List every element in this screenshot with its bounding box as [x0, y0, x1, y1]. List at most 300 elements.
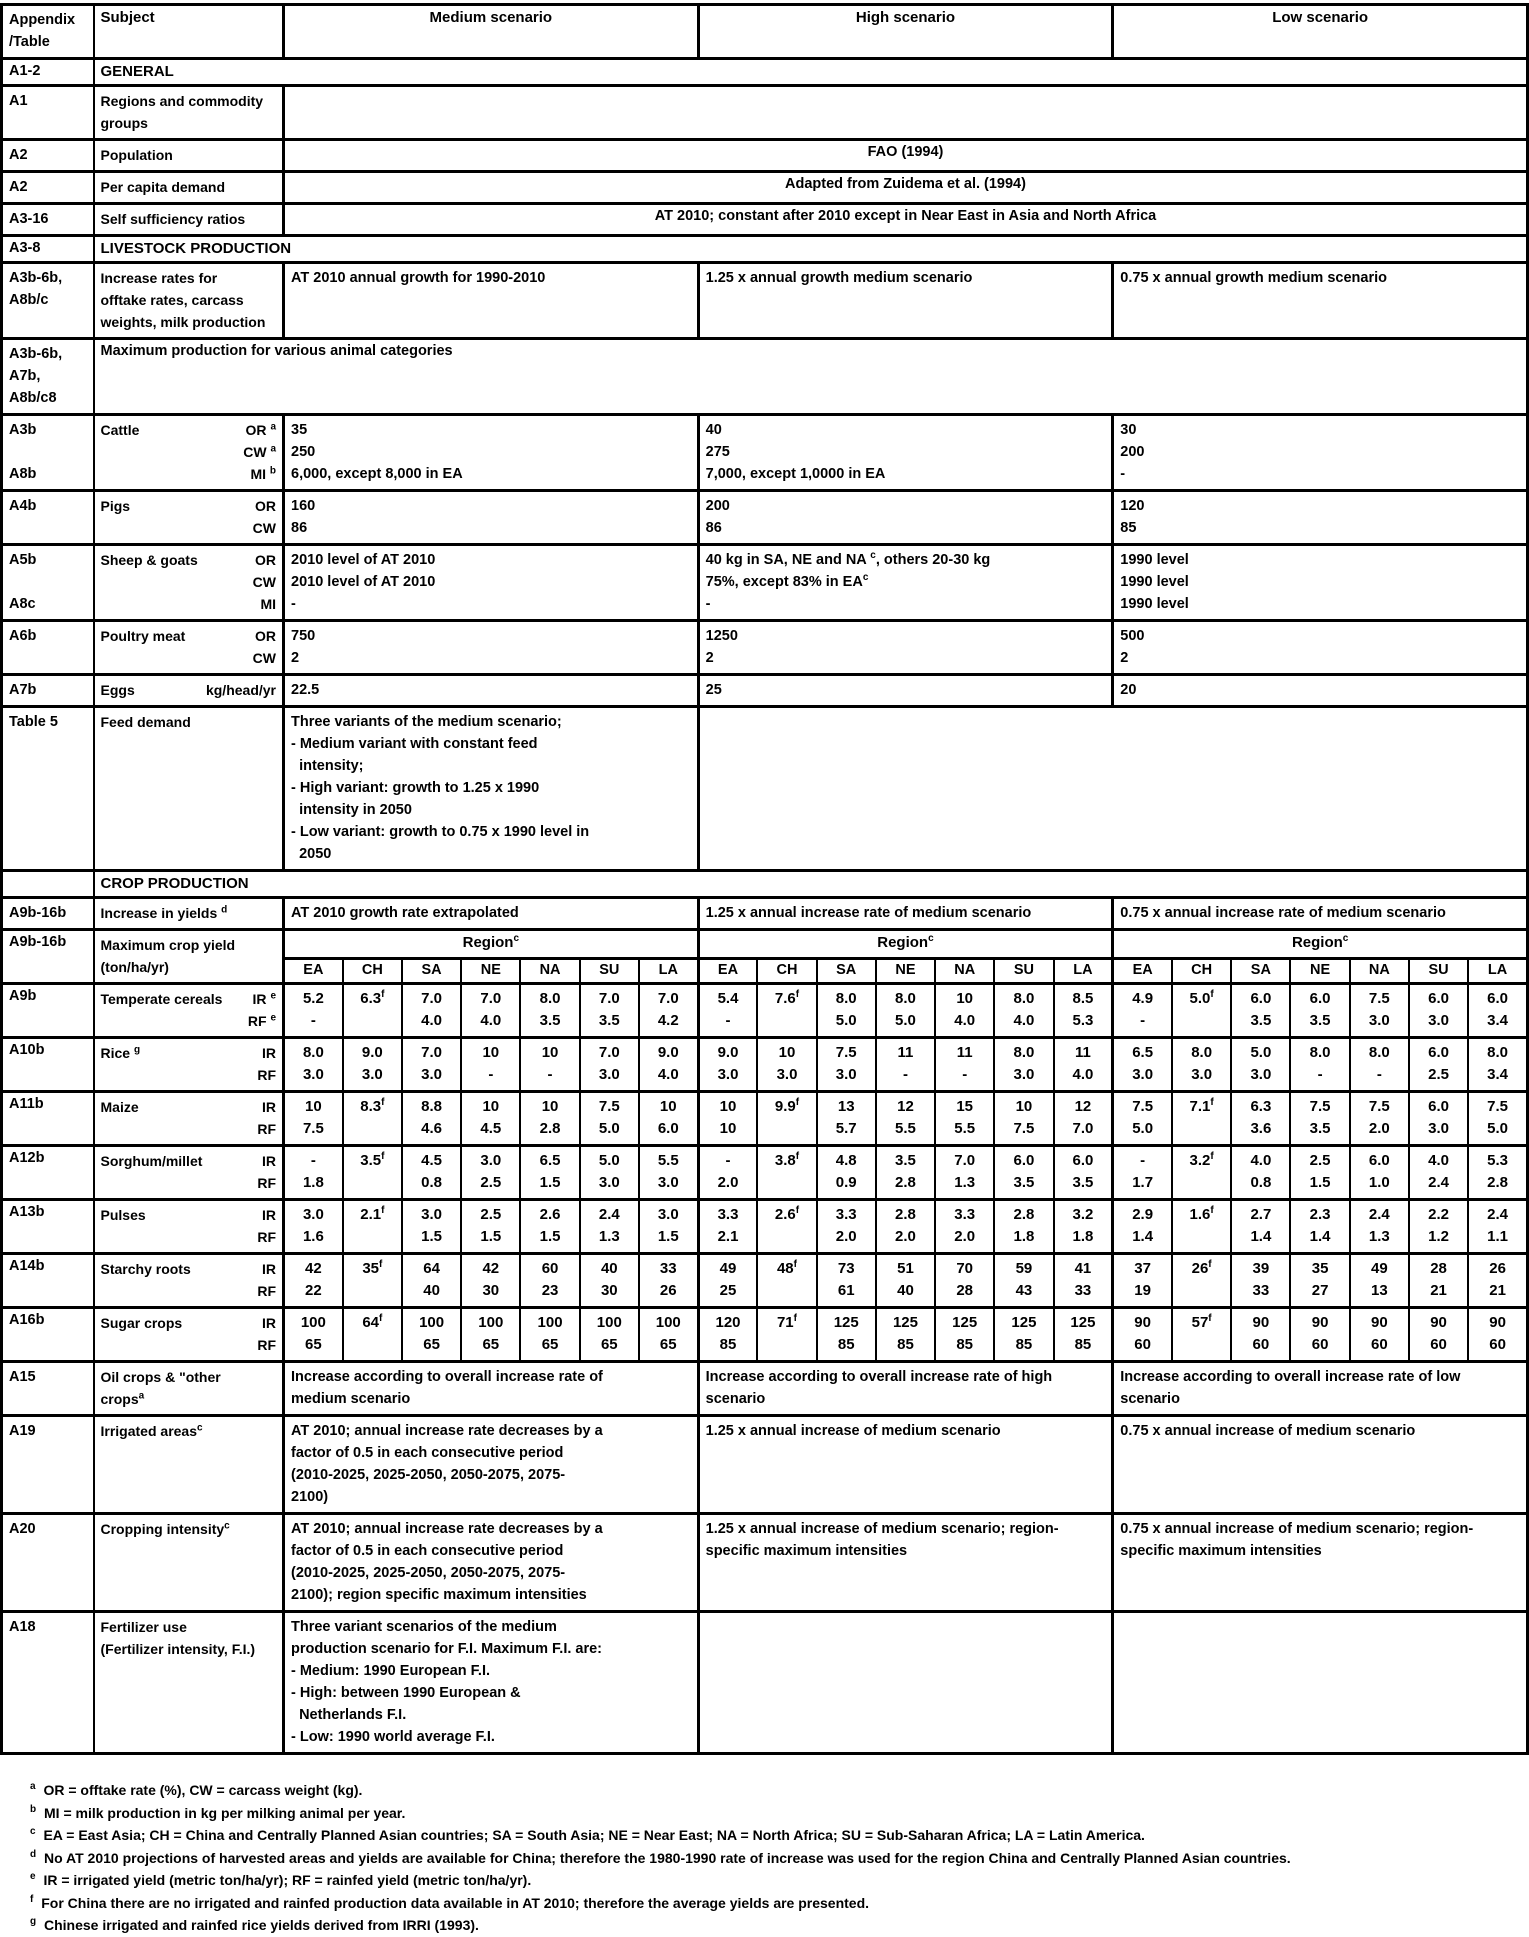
- ir-value: -: [310, 1152, 316, 1169]
- ir-value: 42: [305, 1260, 322, 1277]
- superscript: f: [795, 1097, 800, 1108]
- text-line: A3b-6b,: [9, 270, 63, 286]
- rf-value: 1.4: [1309, 1228, 1331, 1245]
- rf-value: 1.5: [480, 1228, 502, 1245]
- text-line: - Low variant: growth to 0.75 x 1990 level in: [291, 824, 590, 840]
- rf-value: 3.4: [1487, 1066, 1509, 1083]
- rf-value: 1.7: [1132, 1174, 1154, 1191]
- scenario-cell-high: [698, 1514, 1113, 1612]
- text-line: 20: [1120, 682, 1137, 698]
- ir-value: 15: [956, 1098, 974, 1115]
- yield-cell-low-NA: [1350, 984, 1409, 1038]
- rf-value: 60: [1311, 1336, 1329, 1353]
- ir-value: 3.5: [895, 1152, 916, 1169]
- scenario-cell-medium: [284, 491, 699, 545]
- text-line: (2010-2025, 2025-2050, 2050-2075, 2075-: [291, 1467, 566, 1483]
- text-line: 0.75 x annual increase of medium scenario: [1120, 1423, 1416, 1439]
- rf-value: 30: [600, 1282, 618, 1299]
- rf-value: 3.5: [1309, 1012, 1331, 1029]
- yield-cell-medium-SU: [580, 1092, 639, 1146]
- table-row: [2, 491, 1528, 545]
- ir-value: 100: [596, 1314, 622, 1331]
- scenario-cell-medium: [284, 1514, 699, 1612]
- table-row: [2, 140, 1528, 172]
- unit-labels: [257, 1150, 276, 1194]
- ir-value: 8.0: [1309, 1044, 1331, 1061]
- rf-value: [346, 1226, 399, 1248]
- ir-value: 100: [655, 1314, 681, 1331]
- rf-value: 1.0: [1368, 1174, 1390, 1191]
- yield-cell-medium-NA: [520, 1200, 579, 1254]
- text-line: 0.75 x annual increase rate of medium scenario: [1120, 905, 1446, 921]
- text-line: Fertilizer use: [100, 1619, 187, 1635]
- text-line: A3-16: [9, 211, 49, 227]
- unit-label: RF: [257, 1229, 276, 1245]
- yield-cell-medium-LA: [639, 1308, 698, 1362]
- yield-cell-low-NE: [1290, 1200, 1349, 1254]
- ir-value: 8.0: [1487, 1044, 1509, 1061]
- text-line: AT 2010 annual growth for 1990-2010: [291, 270, 546, 286]
- appendix-cell: [2, 675, 94, 707]
- subject-label: Maize: [100, 1099, 139, 1115]
- rf-value: 60: [1134, 1336, 1151, 1353]
- yield-cell-high-CH: [757, 1308, 816, 1362]
- scenario-cell-medium: [284, 621, 699, 675]
- yield-cell-low-SU: [1409, 984, 1468, 1038]
- rf-value: 65: [482, 1336, 500, 1353]
- yield-cell-medium-CH: [343, 1092, 402, 1146]
- text-line: Table 5: [9, 714, 58, 730]
- text-line: A2: [9, 147, 28, 163]
- rf-value: [1175, 1280, 1228, 1302]
- rf-value: [760, 1172, 813, 1194]
- yield-cell-low-SA: [1231, 1146, 1290, 1200]
- text-line: A8b/c: [9, 292, 49, 308]
- ir-value: 6.3: [1250, 1098, 1272, 1115]
- scenario-cell-high: [698, 415, 1113, 491]
- region-code-medium-LA: LA: [639, 959, 698, 984]
- appendix-cell: [2, 871, 94, 898]
- yield-cell-high-LA: [1054, 1200, 1113, 1254]
- ir-value: 6.0: [1428, 1098, 1449, 1115]
- unit-label: OR $^a$: [245, 421, 276, 438]
- ir-value: 2.5: [480, 1206, 502, 1223]
- yield-cell-high-SU: [994, 1146, 1053, 1200]
- ir-value: 12: [897, 1098, 914, 1115]
- subject-cell: [94, 204, 284, 236]
- yield-cell-high-LA: [1054, 1092, 1113, 1146]
- yield-cell-medium-SA: [402, 1254, 461, 1308]
- superscript: d: [221, 904, 228, 916]
- rf-value: [346, 1280, 399, 1302]
- rf-value: 85: [897, 1336, 914, 1353]
- unit-label: CW: [252, 650, 276, 666]
- ir-value: 1.6$^f$: [1189, 1205, 1214, 1223]
- appendix-cell: [2, 545, 94, 621]
- text-line: 1.25 x annual increase of medium scenario: [705, 1423, 1001, 1439]
- yield-cell-high-EA: [698, 1038, 757, 1092]
- text-line: -: [705, 596, 711, 612]
- ir-value: 5.0: [1250, 1044, 1272, 1061]
- yield-cell-low-LA: [1468, 984, 1527, 1038]
- crop-row: [2, 984, 1528, 1038]
- region-code-medium-CH: CH: [343, 959, 402, 984]
- rf-value: 4.0: [1013, 1012, 1035, 1029]
- rf-value: 1.5: [539, 1174, 561, 1191]
- rf-value: 3.0: [302, 1066, 324, 1083]
- text-line: 200: [705, 498, 730, 514]
- subject-flex: [101, 1096, 277, 1140]
- yield-cell-low-LA: [1468, 1254, 1527, 1308]
- superscript: e: [270, 990, 276, 1002]
- text-line: A7b,: [9, 368, 41, 384]
- ir-value: 7.5: [598, 1098, 620, 1115]
- unit-label: CW: [252, 574, 276, 590]
- text-line: groups: [100, 115, 148, 131]
- yield-cell-medium-EA: [284, 1254, 343, 1308]
- subject-label: Pigs: [100, 498, 131, 514]
- text-line: production scenario for F.I. Maximum F.I. are:: [291, 1641, 602, 1657]
- rf-value: [1175, 1334, 1228, 1356]
- rf-value: [1175, 1226, 1228, 1248]
- rf-value: 0.9: [835, 1174, 857, 1191]
- region-code-high-SA: SA: [817, 959, 876, 984]
- rf-value: 5.0: [895, 1012, 916, 1029]
- text-line: 40: [705, 422, 722, 438]
- superscript: c: [928, 933, 934, 944]
- subject-flex: [101, 1042, 277, 1086]
- yield-cell-medium-LA: [639, 1038, 698, 1092]
- rf-value: [760, 1226, 813, 1248]
- text-line: Oil crops & "other: [100, 1369, 221, 1385]
- yield-cell-medium-SA: [402, 1038, 461, 1092]
- rf-value: [760, 1118, 813, 1140]
- region-code-medium-NA: NA: [520, 959, 579, 984]
- yield-cell-low-LA: [1468, 1092, 1527, 1146]
- ir-value: 11: [1074, 1044, 1091, 1061]
- yield-cell-medium-SA: [402, 1146, 461, 1200]
- rf-value: [346, 1172, 399, 1194]
- rf-value: 6.0: [657, 1120, 679, 1137]
- scenario-cell-medium: [284, 1416, 699, 1514]
- ir-value: 7.5: [1132, 1098, 1154, 1115]
- ir-value: 12: [1074, 1098, 1092, 1115]
- section-title: GENERAL: [94, 59, 1528, 86]
- superscript: f: [1210, 1205, 1214, 1216]
- footnote-marker: a: [30, 1781, 36, 1793]
- appendix-cell: [2, 1416, 94, 1514]
- table-row: [2, 545, 1528, 621]
- unit-labels: [257, 1096, 276, 1140]
- ir-value: 49: [1370, 1260, 1388, 1277]
- yield-cell-low-EA: [1113, 1200, 1172, 1254]
- yield-cell-high-LA: [1054, 1254, 1113, 1308]
- appendix-cell: [2, 1612, 94, 1754]
- rf-value: 33: [1074, 1282, 1092, 1299]
- text-line: [9, 441, 87, 463]
- yield-cell-low-NA: [1350, 1038, 1409, 1092]
- yield-cell-low-LA: [1468, 1146, 1527, 1200]
- unit-labels: [253, 625, 276, 669]
- superscript: c: [197, 1422, 203, 1434]
- table-row: [2, 339, 1528, 415]
- text-line: 22.5: [291, 682, 320, 698]
- rf-value: 4.5: [480, 1120, 502, 1137]
- region-label-high: Region$^c$: [698, 930, 1113, 959]
- rf-value: [760, 1280, 813, 1302]
- subject-flex: [101, 625, 277, 669]
- unit-label: IR: [262, 1261, 276, 1277]
- ir-value: 49: [719, 1260, 737, 1277]
- appendix-cell: A10b: [2, 1038, 94, 1092]
- appendix-cell: A11b: [2, 1092, 94, 1146]
- yield-cell-low-NE: [1290, 1038, 1349, 1092]
- text-line: 1.25 x annual growth medium scenario: [705, 270, 973, 286]
- yield-cell-high-CH: [757, 1254, 816, 1308]
- yield-cell-high-NA: [935, 1146, 994, 1200]
- yield-cell-high-NA: [935, 1308, 994, 1362]
- scenario-cell-high: [698, 621, 1113, 675]
- yield-cell-high-CH: [757, 984, 816, 1038]
- ir-value: 7.0: [598, 1044, 620, 1061]
- yield-cell-high-EA: [698, 984, 757, 1038]
- subject-flex: [101, 1150, 277, 1194]
- ir-value: 100: [478, 1314, 504, 1331]
- yield-cell-medium-CH: [343, 1200, 402, 1254]
- scenario-cell-medium: [284, 1362, 699, 1416]
- spanning-value-cell: AT 2010; constant after 2010 except in Near East in Asia and North Africa: [284, 204, 1528, 236]
- unit-labels: [257, 1204, 276, 1248]
- ir-value: 8.0: [1013, 1044, 1035, 1061]
- ir-value: 8.0: [895, 990, 916, 1007]
- rf-value: 85: [956, 1336, 974, 1353]
- yield-cell-low-SU: [1409, 1254, 1468, 1308]
- subject-cell: [94, 1514, 284, 1612]
- yield-cell-low-CH: [1172, 1092, 1231, 1146]
- appendix-cell: A12b: [2, 1146, 94, 1200]
- ir-value: 100: [419, 1314, 445, 1331]
- superscript: f: [1210, 989, 1214, 1000]
- region-code-high-CH: CH: [757, 959, 816, 984]
- text-line: 1990 level: [1120, 552, 1189, 568]
- rf-value: 3.0: [717, 1066, 739, 1083]
- text-line: 0.75 x annual increase of medium scenario; region-: [1120, 1521, 1474, 1537]
- crop-row: [2, 1146, 1528, 1200]
- unit-labels: [243, 419, 276, 485]
- unit-label: OR: [255, 628, 276, 644]
- text-line: Increase according to overall increase rate of high: [705, 1369, 1053, 1385]
- yield-cell-high-NE: [876, 1092, 935, 1146]
- text-line: Self sufficiency ratios: [100, 211, 246, 227]
- text-line: Netherlands F.I.: [291, 1707, 407, 1723]
- ir-value: 125: [952, 1314, 978, 1331]
- subject-cell: [94, 1254, 284, 1308]
- subject-cell: [94, 1038, 284, 1092]
- rf-value: 2.0: [835, 1228, 857, 1245]
- ir-value: 3.8$^f$: [774, 1151, 800, 1169]
- ir-value: 10: [956, 990, 974, 1007]
- region-code-low-LA: LA: [1468, 959, 1527, 984]
- rf-value: 1.3: [1368, 1228, 1390, 1245]
- footnote-marker: g: [30, 1916, 37, 1928]
- yield-cell-low-NA: [1350, 1092, 1409, 1146]
- rf-value: 2.0: [717, 1174, 739, 1191]
- region-code-high-NA: NA: [935, 959, 994, 984]
- yield-cell-high-NE: [876, 1038, 935, 1092]
- yield-cell-medium-EA: [284, 1200, 343, 1254]
- text-line: scenario: [1120, 1391, 1180, 1407]
- subject-flex: [101, 1312, 277, 1356]
- header-subject: Subject: [94, 5, 284, 59]
- text-line: [1120, 1616, 1520, 1638]
- text-line: Increase in yields $^d$: [100, 904, 228, 921]
- rf-value: 5.5: [954, 1120, 976, 1137]
- yield-cell-medium-SU: [580, 1254, 639, 1308]
- yield-cell-low-SA: [1231, 1038, 1290, 1092]
- rf-value: 22: [305, 1282, 322, 1299]
- appendix-cell: A9b-16b: [2, 930, 94, 984]
- ir-value: 5.4: [717, 990, 739, 1007]
- subject-cell: [94, 1200, 284, 1254]
- table-row: [2, 898, 1528, 930]
- section-title: LIVESTOCK PRODUCTION: [94, 236, 1528, 263]
- yield-cell-high-NE: [876, 1146, 935, 1200]
- region-code-low-SU: SU: [1409, 959, 1468, 984]
- subject-cell: [94, 1416, 284, 1514]
- ir-value: 6.0: [1250, 990, 1272, 1007]
- unit-label: RF: [257, 1067, 276, 1083]
- unit-label: MI: [260, 596, 276, 612]
- yield-cell-low-NA: [1350, 1146, 1409, 1200]
- rf-value: 2.0: [1368, 1120, 1390, 1137]
- scenario-cell-medium: [284, 545, 699, 621]
- section-row: [2, 871, 1528, 898]
- ir-value: 7.0: [657, 990, 679, 1007]
- appendix-cell: [2, 898, 94, 930]
- subject-flex: [101, 1258, 277, 1302]
- rf-value: -: [1317, 1066, 1323, 1083]
- ir-value: 41: [1074, 1260, 1092, 1277]
- rf-value: -: [547, 1066, 553, 1083]
- rf-value: 3.0: [421, 1066, 443, 1083]
- text-line: 2: [1120, 650, 1129, 666]
- ir-value: 2.7: [1250, 1206, 1272, 1223]
- yield-cell-low-CH: [1172, 984, 1231, 1038]
- rf-value: 3.5: [1013, 1174, 1035, 1191]
- text-line: 30: [1120, 422, 1137, 438]
- ir-value: 10: [482, 1044, 500, 1061]
- rf-value: 7.5: [1013, 1120, 1035, 1137]
- region-code-high-EA: EA: [698, 959, 757, 984]
- unit-label: RF $^e$: [247, 1012, 276, 1029]
- ir-value: 8.0: [1191, 1044, 1213, 1061]
- unit-label: RF: [257, 1337, 276, 1353]
- ir-value: 26: [1489, 1260, 1506, 1277]
- yield-cell-low-CH: [1172, 1200, 1231, 1254]
- scenario-cell-medium: [284, 263, 699, 339]
- yield-cell-high-LA: [1054, 984, 1113, 1038]
- header-scenario-high: High scenario: [698, 5, 1113, 59]
- yield-cell-medium-EA: [284, 984, 343, 1038]
- footnote-marker: b: [30, 1803, 37, 1815]
- ir-value: 5.3: [1487, 1152, 1509, 1169]
- subject-cell: [94, 675, 284, 707]
- yield-cell-high-EA: [698, 1200, 757, 1254]
- rf-value: 2.5: [480, 1174, 502, 1191]
- subject-cell: [94, 930, 284, 984]
- ir-value: 90: [1252, 1314, 1270, 1331]
- ir-value: 6.0: [1013, 1152, 1035, 1169]
- ir-value: 8.0: [1368, 1044, 1390, 1061]
- subject-cell: [94, 415, 284, 491]
- yield-cell-high-EA: [698, 1146, 757, 1200]
- ir-value: 2.2: [1428, 1206, 1449, 1223]
- rf-value: 60: [1252, 1336, 1270, 1353]
- subject-label: Rice $^g$: [100, 1044, 141, 1061]
- ir-value: 2.3: [1309, 1206, 1331, 1223]
- rf-value: 3.0: [361, 1066, 383, 1083]
- yield-cell-medium-SU: [580, 1308, 639, 1362]
- ir-value: 3.2$^f$: [1189, 1151, 1214, 1169]
- spanning-value-cell: FAO (1994): [284, 140, 1528, 172]
- unit-labels: [257, 1258, 276, 1302]
- ir-value: -: [725, 1152, 731, 1169]
- footnote-line: $^a$ OR = offtake rate (%), CW = carcass weight (kg).: [30, 1781, 363, 1798]
- rf-value: 3.5: [1072, 1174, 1094, 1191]
- yield-cell-high-SA: [817, 1092, 876, 1146]
- yield-cell-medium-NE: [461, 1092, 520, 1146]
- yield-cell-low-SA: [1231, 984, 1290, 1038]
- rf-value: 1.1: [1487, 1228, 1509, 1245]
- ir-value: 3.2: [1072, 1206, 1094, 1223]
- text-line: 75%, except 83% in $EA^c$: [705, 572, 869, 590]
- text-line: (Fertilizer intensity, F.I.): [100, 1641, 256, 1657]
- ir-value: 125: [1011, 1314, 1037, 1331]
- rf-value: 65: [600, 1336, 618, 1353]
- ir-value: 6.0: [1368, 1152, 1390, 1169]
- ir-value: 10: [305, 1098, 322, 1115]
- subject-cell: [94, 1612, 284, 1754]
- ir-value: 2.8: [895, 1206, 916, 1223]
- rf-value: 1.5: [539, 1228, 561, 1245]
- scenario-cell-low: [1113, 1612, 1528, 1754]
- ir-value: 4.5: [421, 1152, 443, 1169]
- rf-value: 1.6: [302, 1228, 324, 1245]
- rf-value: 4.0: [1072, 1066, 1094, 1083]
- rf-value: 85: [837, 1336, 855, 1353]
- text-line: AT 2010; annual increase rate decreases by a: [291, 1423, 603, 1439]
- text-line: scenario: [705, 1391, 766, 1407]
- unit-label: OR: [255, 498, 276, 514]
- rf-value: 4.6: [421, 1120, 443, 1137]
- rf-value: 3.0: [1428, 1120, 1449, 1137]
- yield-cell-high-NA: [935, 1200, 994, 1254]
- appendix-cell: [2, 415, 94, 491]
- text-line: AT 2010 growth rate extrapolated: [291, 905, 519, 921]
- footnote-line: $^e$ IR = irrigated yield (metric ton/ha/yr); RF = rainfed yield (metric ton/ha/yr).: [30, 1871, 532, 1888]
- text-line: Cropping intensity$^c$: [100, 1520, 230, 1537]
- ir-value: 7.5: [1368, 990, 1390, 1007]
- region-code-low-EA: EA: [1113, 959, 1172, 984]
- text-line: intensity in 2050: [291, 802, 412, 818]
- yield-cell-medium-EA: [284, 1092, 343, 1146]
- scenario-cell-low: [1113, 1362, 1528, 1416]
- text-line: Feed demand: [100, 714, 191, 730]
- yield-cell-high-EA: [698, 1308, 757, 1362]
- text-line: crops$^a$: [100, 1390, 145, 1407]
- appendix-cell: A16b: [2, 1308, 94, 1362]
- yield-cell-low-CH: [1172, 1308, 1231, 1362]
